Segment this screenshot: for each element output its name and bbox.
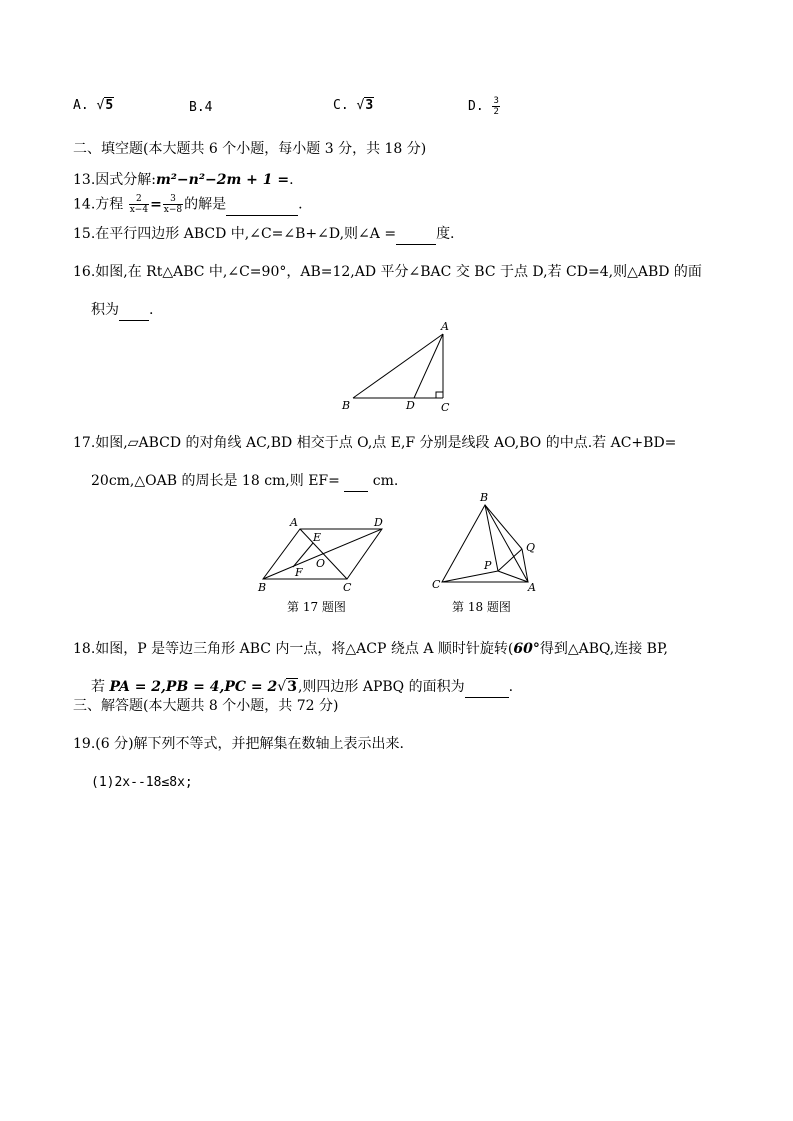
diagonal-bd	[263, 529, 382, 579]
q18-line2a: 若	[91, 679, 105, 695]
question-19: 19.(6 分)解下列不等式，并把解集在数轴上表示出来.	[73, 736, 404, 752]
question-17-line1: 17.如图,▱ABCD 的对角线 AC,BD 相交于点 O,点 E,F 分别是线段 AO,BO 的中点.若 AC+BD=	[73, 435, 677, 451]
label-c: C	[432, 578, 441, 591]
section-title: 二、填空题(本大题共 6 个小题，每小题 3 分，共 18 分)	[73, 141, 427, 157]
right-angle-mark	[436, 392, 443, 398]
q13-prefix: 13.因式分解:	[73, 172, 156, 188]
q15-text: 15.在平行四边形 ABCD 中,∠C=∠B+∠D,则∠A =	[73, 226, 397, 242]
sqrt-symbol: √3	[277, 679, 297, 695]
sqrt-symbol: √5	[96, 98, 114, 113]
answer-blank	[226, 195, 298, 216]
q17-line2b: cm.	[372, 473, 399, 489]
figure-17	[263, 529, 382, 579]
q16-line2-text: 积为	[91, 302, 119, 318]
q14-prefix: 14.方程	[73, 196, 124, 213]
label-b: B	[480, 491, 489, 504]
q18-line1a: 18.如图，P 是等边三角形 ABC 内一点，将△ACP 绕点 A 顺时针旋转(	[73, 641, 514, 657]
question-14	[73, 194, 303, 216]
option-d-label: D.	[468, 99, 484, 114]
answer-blank	[465, 677, 509, 698]
q18-angle: 60°	[513, 641, 540, 657]
q13-suffix: .	[289, 172, 294, 188]
q13-expression: m²−n²−2m + 1 =	[155, 172, 290, 188]
label-b: B	[258, 581, 267, 594]
label-a: A	[290, 516, 298, 529]
diagonal-ac	[300, 529, 347, 579]
fraction: $\frac{3}{x-8}$	[163, 194, 183, 215]
question-16-line2	[91, 300, 153, 321]
figure-18	[442, 505, 528, 582]
question-19-part1: (1)2x--18≤8x;	[91, 775, 193, 790]
sqrt-symbol: √3	[356, 98, 374, 113]
option-a-label: A.	[73, 98, 89, 113]
q18-line1b: 得到△ABQ,连接 BP,	[539, 641, 668, 657]
label-d: D	[374, 516, 383, 529]
q16-end: .	[149, 302, 154, 318]
q14-end: .	[298, 196, 303, 213]
label-d: D	[406, 399, 415, 412]
segment-aq	[522, 549, 528, 582]
option-b-value: 4	[204, 100, 213, 115]
segment-pb	[485, 505, 498, 571]
segment-ad	[414, 334, 443, 398]
segment-pc	[442, 571, 498, 582]
segment-ef	[293, 543, 313, 567]
label-c: C	[441, 401, 450, 414]
question-16-line1: 16.如图,在 Rt△ABC 中,∠C=90°，AB=12,AD 平分∠BAC 交 BC 于点 D,若 CD=4,则△ABD 的面	[73, 264, 702, 280]
label-o: O	[316, 557, 326, 570]
option-a	[73, 98, 114, 113]
answer-blank	[344, 471, 368, 492]
q18-expression: PA = 2,PB = 4,PC = 2	[109, 679, 278, 695]
label-a: A	[528, 581, 536, 594]
q18-end: .	[508, 679, 514, 695]
answer-blank	[396, 224, 436, 245]
label-q: Q	[526, 541, 536, 554]
segment-bq	[485, 505, 522, 549]
q17-line2a: 20cm,△OAB 的周长是 18 cm,则 EF=	[91, 473, 340, 489]
option-c-label: C.	[333, 98, 349, 113]
option-d	[468, 96, 501, 117]
q15-end: 度.	[436, 226, 455, 242]
label-f: F	[295, 566, 303, 579]
label-b: B	[342, 399, 351, 412]
option-b	[189, 100, 212, 115]
q14-suffix: 的解是	[184, 196, 227, 213]
q18-line2b: ,则四边形 APBQ 的面积为	[297, 679, 465, 695]
fraction: $\frac{2}{x-4}$	[129, 194, 149, 215]
fraction: $\frac{3}{2}$	[493, 96, 499, 117]
label-a: A	[441, 320, 449, 333]
question-15	[73, 224, 455, 245]
answer-blank	[119, 300, 149, 321]
segment-ab	[353, 334, 443, 398]
option-b-label: B.	[189, 100, 205, 115]
question-18-line1	[73, 639, 668, 659]
label-p: P	[484, 559, 492, 572]
question-13	[73, 170, 294, 190]
parallelogram-abcd	[263, 529, 382, 579]
segment-pq	[498, 549, 522, 571]
section-title: 三、解答题(本大题共 8 个小题，共 72 分)	[73, 698, 339, 714]
figure-17-caption: 第 17 题图	[287, 600, 346, 614]
label-c: C	[343, 581, 352, 594]
option-c	[333, 98, 374, 113]
equals-sign: =	[150, 196, 162, 213]
figure-18-caption: 第 18 题图	[452, 600, 511, 614]
label-e: E	[313, 531, 322, 544]
triangle-abc	[442, 505, 528, 582]
question-17-line2	[91, 471, 398, 492]
segment-pa	[498, 571, 528, 582]
question-18-line2	[91, 677, 513, 698]
